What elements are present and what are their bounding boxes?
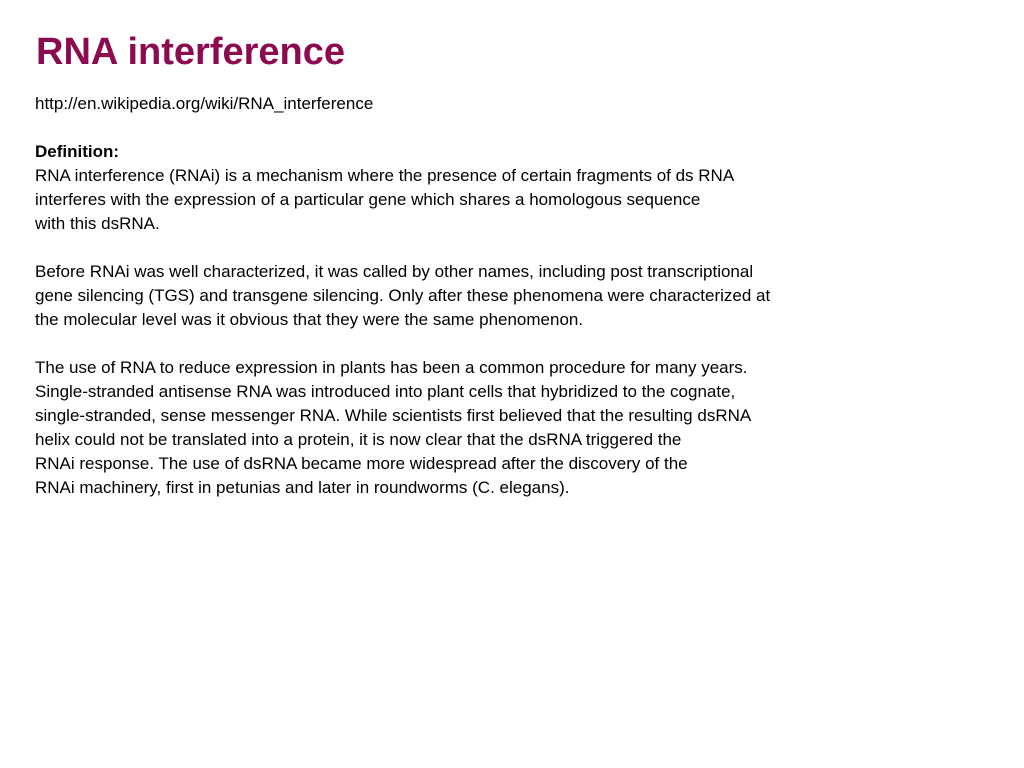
paragraph-line: with this dsRNA. — [35, 214, 160, 233]
paragraph-line: RNAi response. The use of dsRNA became more widespread after the discovery of the — [35, 454, 688, 473]
slide-body — [35, 92, 995, 500]
spacer — [35, 332, 995, 356]
slide-title: RNA interference — [36, 31, 346, 73]
source-url: http://en.wikipedia.org/wiki/RNA_interference — [35, 94, 374, 113]
paragraph-line: the molecular level was it obvious that they were the same phenomenon. — [35, 310, 584, 329]
paragraph-line: single-stranded, sense messenger RNA. While scientists first believed that the resulting dsRNA — [35, 406, 752, 425]
paragraph-line: gene silencing (TGS) and transgene silencing. Only after these phenomena were characterized at — [35, 286, 771, 305]
spacer — [35, 116, 995, 140]
paragraph-line: helix could not be translated into a protein, it is now clear that the dsRNA triggered the — [35, 430, 682, 449]
definition-label: Definition: — [35, 142, 120, 161]
paragraph-line: RNA interference (RNAi) is a mechanism where the presence of certain fragments of ds RNA — [35, 166, 735, 185]
paragraph-line: Single-stranded antisense RNA was introduced into plant cells that hybridized to the cognate, — [35, 382, 736, 401]
paragraph-line: RNAi machinery, first in petunias and later in roundworms (C. elegans). — [35, 478, 570, 497]
paragraph-line: The use of RNA to reduce expression in plants has been a common procedure for many years. — [35, 358, 748, 377]
spacer — [35, 236, 995, 260]
paragraph-line: interferes with the expression of a particular gene which shares a homologous sequence — [35, 190, 701, 209]
paragraph-line: Before RNAi was well characterized, it was called by other names, including post transcriptional — [35, 262, 754, 281]
